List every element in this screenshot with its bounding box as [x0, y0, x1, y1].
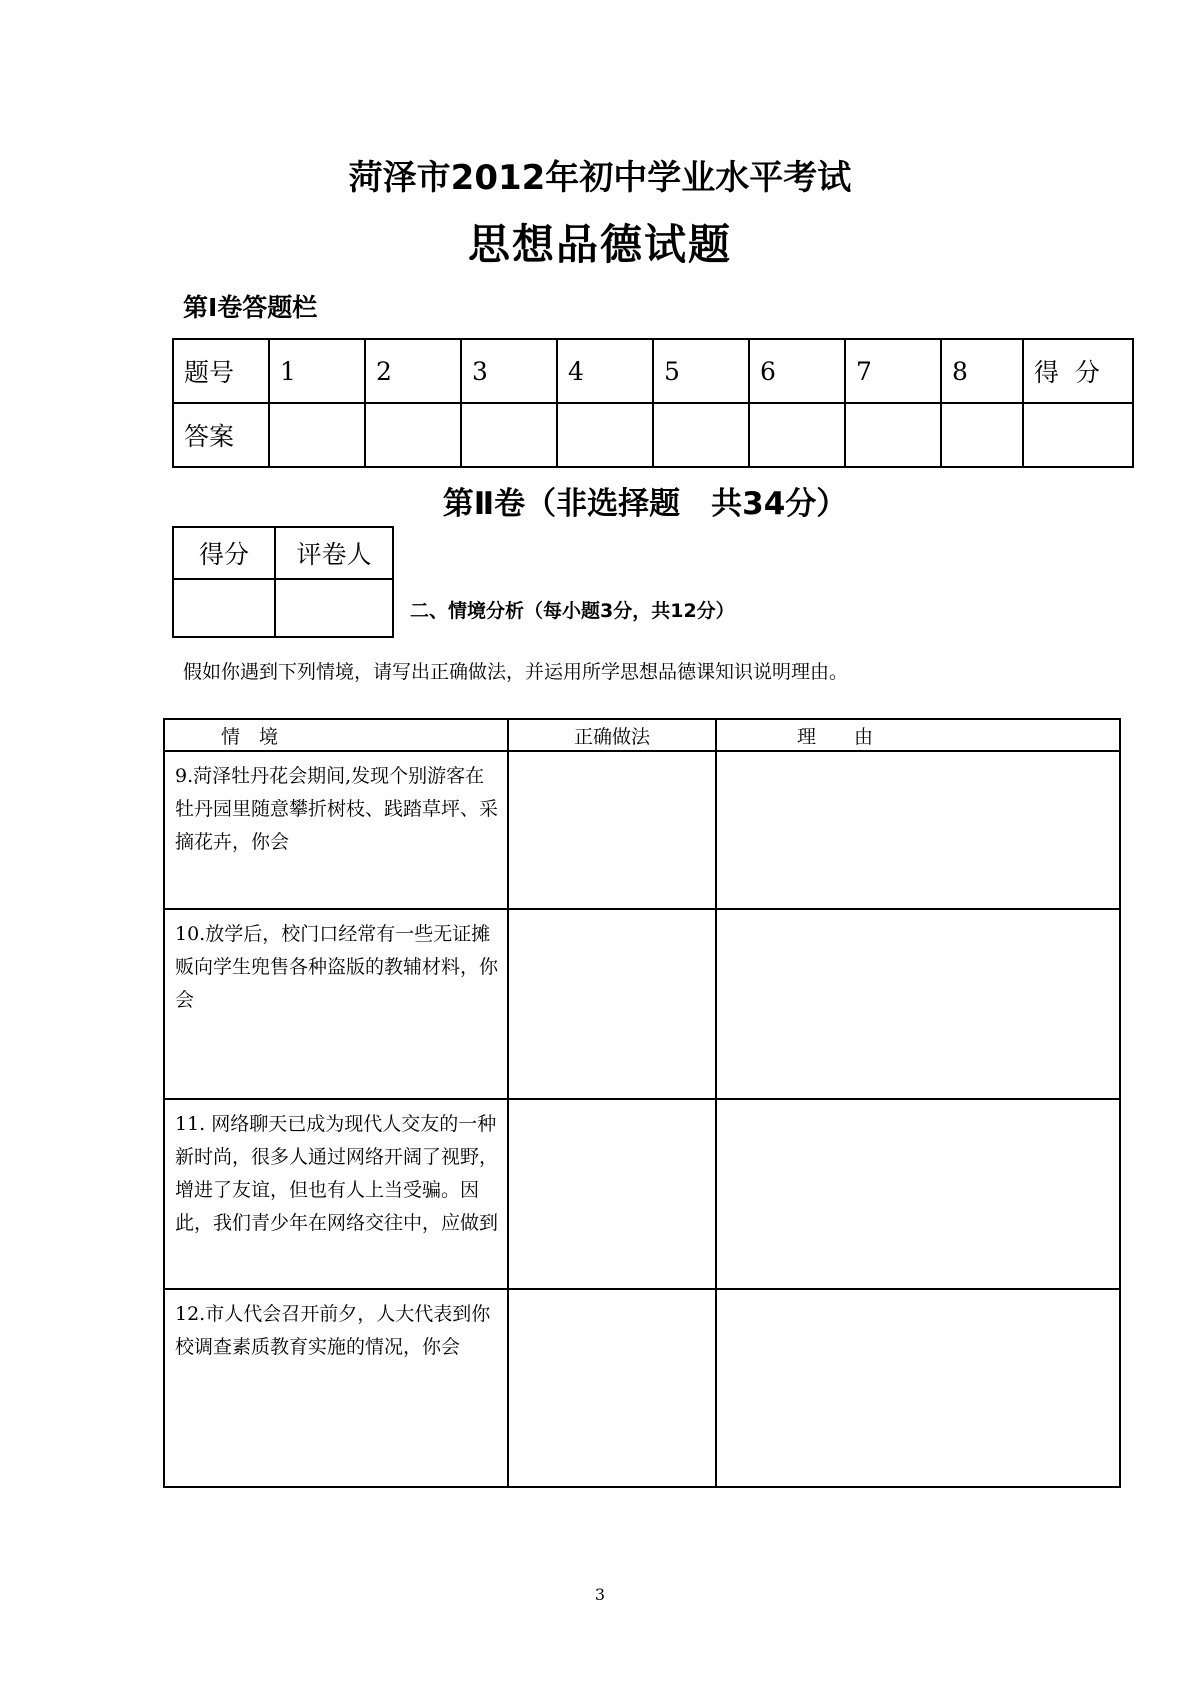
exam-title: 菏泽市2012年初中学业水平考试 — [348, 158, 852, 198]
table-row — [164, 909, 1120, 1099]
score-box-grader-label: 评卷人 — [275, 527, 393, 579]
score-box-grader-cell[interactable] — [275, 579, 393, 637]
row-label-answer: 答案 — [173, 403, 269, 467]
reason-cell[interactable] — [716, 1289, 1120, 1487]
score-box-score-cell[interactable] — [173, 579, 275, 637]
question-number: 2 — [365, 339, 461, 403]
answer-table-number-row — [173, 339, 1133, 403]
score-label: 得 分 — [1023, 339, 1133, 403]
correct-action-cell[interactable] — [508, 1099, 716, 1289]
answer-cell[interactable] — [845, 403, 941, 467]
table-row — [164, 1289, 1120, 1487]
scenario-11: 11. 网络聊天已成为现代人交友的一种新时尚，很多人通过网络开阔了视野，增进了友谊，但也有人上当受骗。因此，我们青少年在网络交往中，应做到 — [164, 1099, 508, 1289]
correct-action-cell[interactable] — [508, 1289, 716, 1487]
question-number: 7 — [845, 339, 941, 403]
question-number: 3 — [461, 339, 557, 403]
scenario-9: 9.菏泽牡丹花会期间,发现个别游客在牡丹园里随意攀折树枝、践踏草坪、采摘花卉，你会 — [164, 751, 508, 909]
reason-cell[interactable] — [716, 751, 1120, 909]
answer-cell[interactable] — [653, 403, 749, 467]
scenario-12: 12.市人代会召开前夕，人大代表到你校调查素质教育实施的情况，你会 — [164, 1289, 508, 1487]
part2-heading: 第Ⅱ卷（非选择题 共34分） — [442, 486, 848, 522]
page-number: 3 — [594, 1585, 606, 1604]
answer-cell[interactable] — [557, 403, 653, 467]
score-box — [172, 526, 394, 638]
answer-cell[interactable] — [365, 403, 461, 467]
question-number: 4 — [557, 339, 653, 403]
answer-cell[interactable] — [749, 403, 845, 467]
correct-action-cell[interactable] — [508, 909, 716, 1099]
answer-table — [172, 338, 1134, 468]
question-number: 8 — [941, 339, 1023, 403]
answer-cell[interactable] — [269, 403, 365, 467]
reason-cell[interactable] — [716, 1099, 1120, 1289]
header-situation: 情 境 — [164, 719, 508, 751]
situation-table — [163, 718, 1121, 1488]
header-correct-action: 正确做法 — [508, 719, 716, 751]
header-reason: 理 由 — [716, 719, 1120, 751]
table-row — [164, 751, 1120, 909]
question-number: 5 — [653, 339, 749, 403]
table-row — [164, 1099, 1120, 1289]
correct-action-cell[interactable] — [508, 751, 716, 909]
scenario-10: 10.放学后，校门口经常有一些无证摊贩向学生兜售各种盗版的教辅材料，你会 — [164, 909, 508, 1099]
answer-cell[interactable] — [461, 403, 557, 467]
row-label-number: 题号 — [173, 339, 269, 403]
situation-table-header — [164, 719, 1120, 751]
instruction-text: 假如你遇到下列情境，请写出正确做法，并运用所学思想品德课知识说明理由。 — [183, 661, 849, 683]
subject-title: 思想品德试题 — [467, 220, 732, 269]
section-heading: 二、情境分析（每小题3分，共12分） — [410, 600, 735, 622]
question-number: 1 — [269, 339, 365, 403]
reason-cell[interactable] — [716, 909, 1120, 1099]
answer-table-answer-row — [173, 403, 1133, 467]
answer-cell[interactable] — [941, 403, 1023, 467]
score-cell[interactable] — [1023, 403, 1133, 467]
part1-heading: 第Ⅰ卷答题栏 — [183, 293, 318, 322]
score-box-score-label: 得分 — [173, 527, 275, 579]
question-number: 6 — [749, 339, 845, 403]
